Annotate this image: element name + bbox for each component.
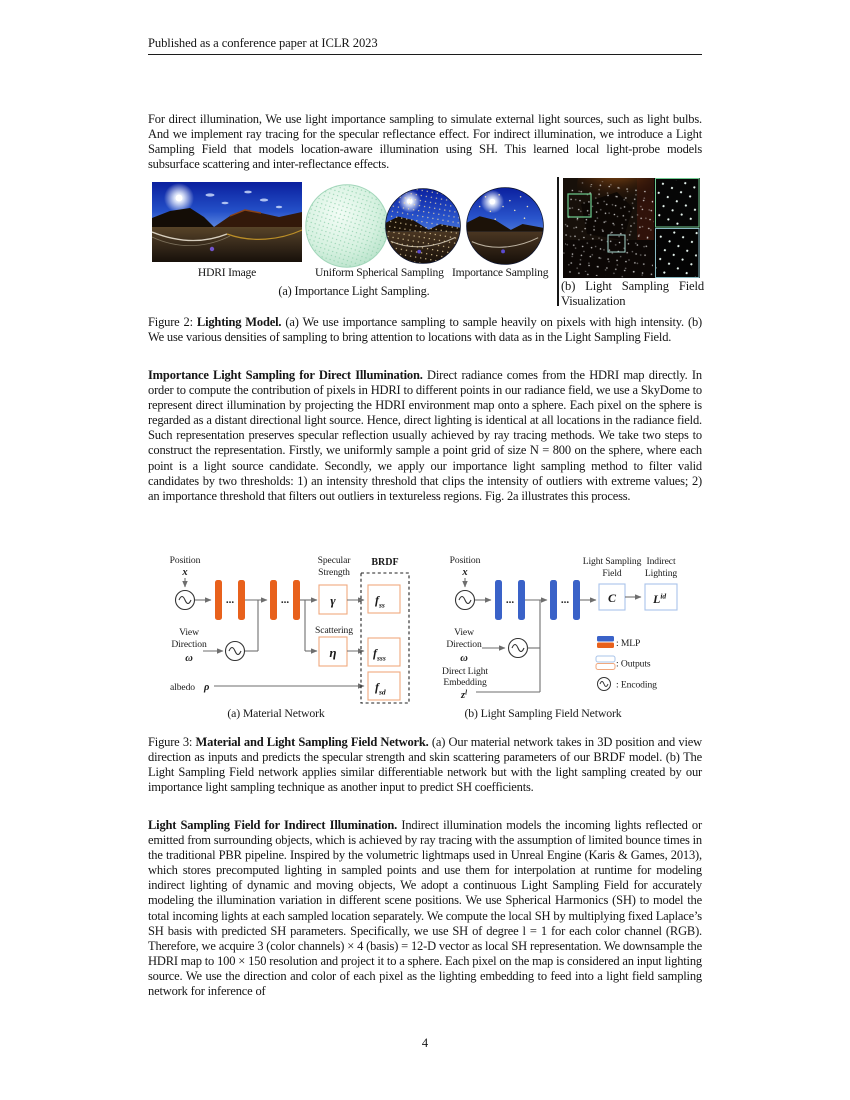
figure3-caption: [148, 735, 702, 795]
uniform-sphere-image: [305, 184, 389, 268]
subcaption-material-network: (a) Material Network: [227, 706, 325, 720]
figure3-caption-rest: (a) Our material network takes in 3D position and view direction as inputs and predicts the specular strength and skin scattering parameters of our BRDF model. (b) The Light Sampling Field network applies similar differentiable network but with the light sampling created by our importance light sampling technique as another input to predict SH coefficients.: [148, 735, 702, 795]
a-specular-label2: Strength: [318, 567, 350, 578]
figure2-caption-bold: Lighting Model.: [196, 315, 282, 329]
legend-encoding-label: : Encoding: [616, 679, 657, 691]
paragraph-body: Indirect illumination models the incoming lights reflected or emitted from surrounding objects, which is achieved by ray tracing with the assumption of limited bounce times in the traditional PBR pipeline. Inspired by the volumetric lightmaps used in Unreal Engine (Karis & Games, 2013), which stores precomputed lighting in sampled points and use them for interpolation at runtime for modeling indirect lighting of dynamic and moving objects, We adopt a continuous Light Sampling Field for accurately modeling the illumination variation in different scene positions. We use Spherical Harmonics (SH) to model the total incoming lights at each sampled location separately. We compute the local SH by multiplying fixed Laplace’s SH basis with predicted SH parameters. Specifically, we use SH of degree l = 1 for each color channel (RGB). Therefore, we acquire 3 (color channels) × 4 (basis) = 12-D vector as local SH representation. We downsample the HDRI map to 100 × 150 resolution and project it to a sphere. Each pixel on the map is considered an input lighting source. We use the direction and color of each pixel as the lighting embedding to feed into a light field sampling network for inference of: [148, 818, 702, 999]
paragraph-light-sampling-field: [148, 818, 702, 999]
label-importance-sampling: Importance Sampling: [452, 266, 549, 279]
paragraph-lead: Light Sampling Field for Indirect Illumination.: [148, 818, 398, 832]
paragraph-body: Direct radiance comes from the HDRI map directly. In order to compute the contribution of pixels in HDRI to different points in our radiance field, we use a SkyDome to represent direct illumination by projecting the HDRI environment map onto a sphere. Each pixel on the sphere is regarded as a distant directional light source. Hence, direct lighting is identical at all locations in the radiance field. Such representation preserves specular reflection usually achieved by ray tracing methods. We take two steps to construct the representation. Firstly, we uniformly sample a point grid of size N = 800 on the sphere, where each point is a light source candidate. Secondly, we apply our importance light sampling method to filter valid candidates by two thresholds: 1) an intensity threshold that clips the intensity of outliers with extreme values; 2) an importance threshold that filters out outliers in textureless regions. Fig. 2a illustrates this process.: [148, 368, 702, 503]
page-number: 4: [421, 1036, 429, 1050]
subcaption-lsf-network: (b) Light Sampling Field Network: [464, 706, 622, 720]
c-var: C: [607, 591, 617, 605]
paragraph-direct-illumination: For direct illumination, We use light importance sampling to simulate external light sources, such as light bulbs. And we implement ray tracing for the specular reflectance effect. For indirect illumination, we introduce a Light Sampling Field that models location-aware illumination using SH. This learned local light-probe models subsurface scattering and inter-reflectance effects.: [148, 112, 702, 172]
a-view-label1: View: [179, 627, 199, 638]
mlp-dots: ...: [225, 594, 235, 606]
light-sampling-field-image: [563, 178, 700, 278]
mlp-dots: ...: [280, 594, 290, 606]
b-lsf-label1: Light Sampling: [582, 556, 642, 567]
a-scattering-label: Scattering: [315, 625, 353, 636]
mlp-dots: ...: [505, 594, 515, 606]
b-view-var: ω: [460, 653, 468, 664]
b-view-label1: View: [454, 627, 474, 638]
b-indirect-label1: Indirect: [646, 556, 676, 567]
light-sampling-network: [442, 555, 677, 720]
brdf-label: BRDF: [371, 557, 399, 568]
mlp-dots: ...: [560, 594, 570, 606]
figure2-caption: [148, 315, 702, 345]
legend-output-blue-box: [596, 656, 615, 662]
figure2-caption-prefix: Figure 2:: [148, 315, 197, 329]
figure3-diagram: [148, 551, 702, 723]
b-direct-light-label1: Direct Light: [442, 666, 488, 677]
mlp-bar-orange: [270, 580, 277, 620]
b-view-label2: Direction: [446, 639, 482, 650]
a-specular-label1: Specular: [317, 555, 351, 566]
figure2-divider: [557, 177, 559, 306]
mlp-bar-orange: [293, 580, 300, 620]
label-hdri-image: HDRI Image: [197, 266, 257, 279]
importance-sphere-image: [466, 187, 544, 265]
figure3-caption-prefix: Figure 3:: [148, 735, 196, 749]
camera-marker-dot: [210, 247, 214, 251]
mlp-bar-blue: [518, 580, 525, 620]
legend-mlp-label: : MLP: [616, 638, 641, 649]
mlp-bar-orange: [238, 580, 245, 620]
figure3-caption-bold: Material and Light Sampling Field Network.: [195, 735, 429, 749]
header-rule: [148, 54, 702, 55]
mlp-bar-blue: [495, 580, 502, 620]
figure3-legend: [596, 636, 657, 691]
mlp-bar-blue: [573, 580, 580, 620]
legend-mlp-blue-bar: [597, 636, 614, 642]
sampled-sphere-image: [385, 188, 461, 264]
a-albedo-label: albedo: [170, 682, 195, 693]
b-position-label: Position: [449, 555, 481, 566]
running-header: Published as a conference paper at ICLR 2023: [148, 36, 378, 50]
hdri-panorama-image: [152, 182, 302, 262]
subcaption-b: (b) Light Sampling Field Visualization: [561, 279, 704, 309]
material-network: [170, 555, 409, 720]
b-position-var: x: [462, 567, 468, 578]
figure2: [148, 176, 702, 314]
fsd-var: $f_{sd}$: [375, 680, 386, 697]
a-position-label: Position: [169, 555, 201, 566]
b-indirect-label2: Lighting: [644, 568, 678, 579]
a-albedo-var: ρ: [204, 682, 210, 693]
fss-var: $f_{ss}$: [375, 593, 385, 610]
gamma-var: γ: [330, 593, 336, 608]
legend-outputs-label: : Outputs: [616, 658, 651, 670]
b-embedding-var: $z^l$: [461, 688, 468, 701]
b-lsf-label2: Field: [602, 568, 622, 579]
legend-mlp-orange-bar: [597, 643, 614, 649]
a-position-var: x: [182, 567, 188, 578]
paragraph-lead: Importance Light Sampling for Direct Illumination.: [148, 368, 423, 382]
figure2-caption-rest: (a) We use importance sampling to sample heavily on pixels with high intensity. (b) We use various densities of sampling to bring attention to locations with data as in the Light Sampling Field.: [148, 315, 703, 345]
eta-var: η: [329, 645, 337, 660]
subcaption-a: (a) Importance Light Sampling.: [278, 284, 430, 298]
paragraph-importance-sampling: [148, 368, 702, 504]
b-direct-light-label2: Embedding: [443, 677, 487, 688]
fsss-var: $f_{sss}$: [373, 646, 386, 663]
lid-var: $L^{id}$: [653, 591, 667, 606]
legend-output-orange-box: [596, 664, 615, 670]
mlp-bar-orange: [215, 580, 222, 620]
label-uniform-sampling: Uniform Spherical Sampling: [315, 266, 444, 279]
a-view-label2: Direction: [171, 639, 207, 650]
mlp-bar-blue: [550, 580, 557, 620]
a-view-var: ω: [185, 653, 193, 664]
